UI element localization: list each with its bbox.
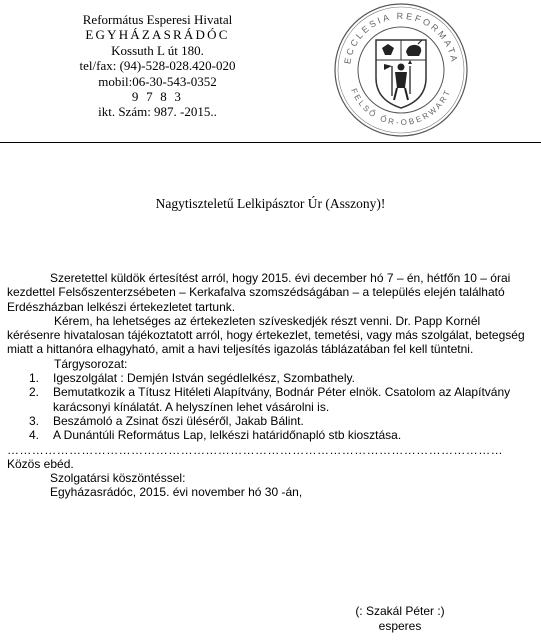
- salutation: Nagytiszteletű Lelkipásztor Úr (Asszony)!: [155, 196, 386, 211]
- office-name: Református Esperesi Hivatal: [82, 12, 233, 27]
- agenda-item: 3. Beszámoló a Zsinat őszi üléséről, Jakab Bálint.: [29, 413, 304, 428]
- dotted-separator: …………………………………………………………………………………………………………: [7, 442, 503, 457]
- agenda-item: 1. Igeszolgálat : Demjén István segédlelkész, Szombathely.: [29, 371, 355, 386]
- seal-bottom-text: FELSŐ ŐR-OBERWART: [349, 87, 453, 128]
- seal-top-text: ECCLESIA REFORMATA: [342, 10, 460, 65]
- paragraph-announcement: Szeretettel küldök értesítést arról, hogy 2015. évi december hó 7 – én, hétfőn 10 – órai kezdettel Felsőszenterzsébeten – Kerkafalva szomszédságában – a település elején található Erdészházban lelkészi értekezletet tartunk.: [7, 271, 511, 314]
- signature-block: [340, 604, 460, 634]
- letterhead: [40, 12, 275, 120]
- closing-greeting: Szolgatársi köszöntéssel:: [50, 471, 186, 486]
- place-date: Egyházasrádóc, 2015. évi november hó 30 -án,: [50, 485, 303, 500]
- paragraph-request: Kérem, ha lehetséges az értekezleten szíveskedjék részt venni. Dr. Papp Kornél kérésenre hivatalosan tájékoztatott arról, hogy értekezlet, temetési, vagy más szolgálat, betegség miatt a hittanóra elhagyható, amit a havi teljesítés igazolás táblázatában fel kell tüntetni.: [7, 313, 525, 357]
- letter-body: [7, 271, 527, 500]
- reference-number: ikt. Szám: 987. -2015..: [98, 104, 217, 120]
- agenda-item: 2. Bemutatkozik a Títusz Hitéleti Alapítvány, Bodnár Péter elnök. Csatolom az Alapítvány karácsonyi kínálatát. A helyszínen lehet vásárolni is.: [29, 385, 511, 414]
- signatory-title: esperes: [378, 619, 422, 633]
- lunch-note: Közös ebéd.: [7, 456, 74, 471]
- postcode: 9 7 8 3: [131, 89, 184, 105]
- telfax: tel/fax: (94)-528-028.420-020: [79, 58, 236, 74]
- agenda-item: 4. A Dunántúli Református Lap, lelkészi határidőnapló stb kiosztása.: [29, 428, 402, 443]
- header-divider: [0, 142, 541, 143]
- mobile: mobil:06-30-543-0352: [98, 73, 217, 89]
- town-name: EGYHÁZASRÁDÓC: [85, 27, 230, 43]
- agenda-list: [7, 371, 527, 442]
- signatory-name: (: Szakál Péter :): [355, 604, 445, 618]
- church-seal-logo: [330, 0, 472, 140]
- address: Kossuth L út 180.: [111, 42, 204, 58]
- agenda-title: Tárgysorozat:: [54, 356, 128, 371]
